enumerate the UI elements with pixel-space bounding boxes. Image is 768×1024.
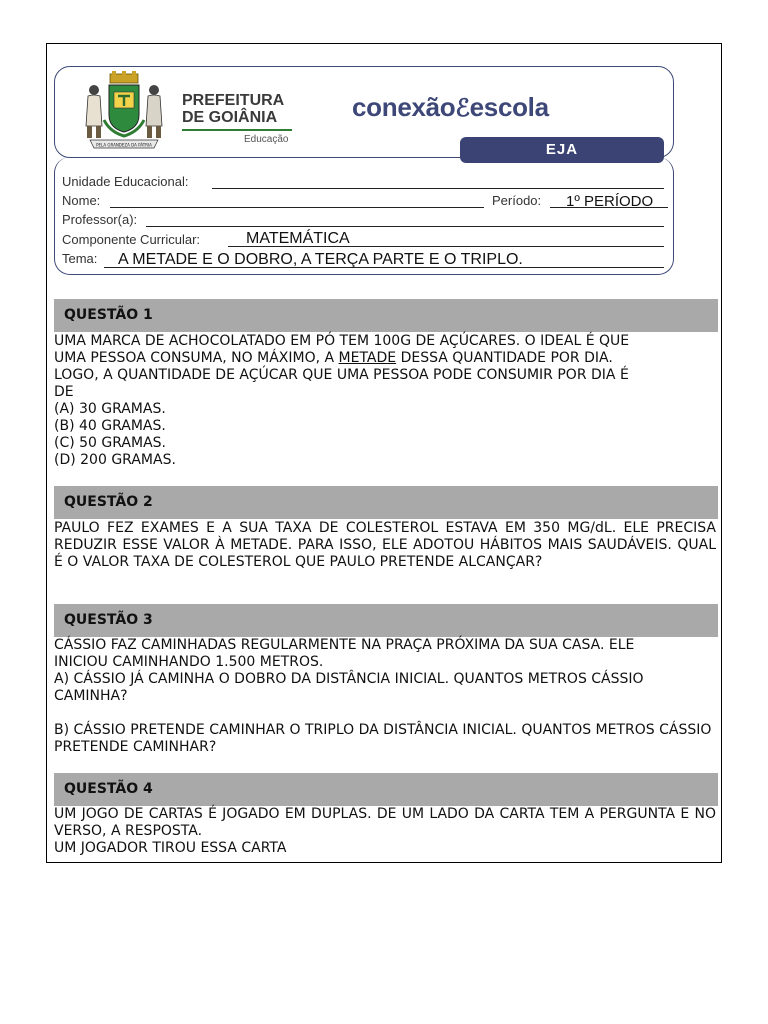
q1-line1: UMA MARCA DE ACHOCOLATADO EM PÓ TEM 100G DE AÇÚCARES. O IDEAL É QUE [54,333,630,349]
question-3-title: QUESTÃO 3 [64,612,153,628]
prefeitura-name [182,92,284,126]
periodo-label: Período: [492,193,542,208]
metade-underlined: METADE [338,350,397,366]
question-3-header [54,604,718,637]
question-4-body [54,806,716,857]
prefeitura-line2: DE GOIÂNIA [182,109,278,126]
question-2-title: QUESTÃO 2 [64,494,153,510]
crest-motto: PELA GRANDEZA DA PÁTRIA [96,142,152,148]
q1-line2: UMA PESSOA CONSUMA, NO MÁXIMO, A METADE DESSA QUANTIDADE POR DIA. [54,350,613,366]
q1-line4: DE [54,384,74,400]
nome-label: Nome: [62,193,101,208]
q3-line1: CÁSSIO FAZ CAMINHADAS REGULARMENTE NA PRAÇA PRÓXIMA DA SUA CASA. ELE [54,637,635,653]
componente-label: Componente Curricular: [62,232,201,247]
question-1-body [54,333,716,469]
q1-option-c[interactable]: (C) 50 GRAMAS. [54,435,166,451]
q1-option-d[interactable]: (D) 200 GRAMAS. [54,452,176,468]
question-2-body: PAULO FEZ EXAMES E A SUA TAXA DE COLESTEROL ESTAVA EM 350 MG/dL. ELE PRECISA REDUZIR ESSE VALOR À METADE. PARA ISSO, ELE ADOTOU HÁBITOS MAIS SAUDÁVEIS. QUAL É O VALOR TAXA DE COLESTEROL QUE PAULO PRETENDE ALCANÇAR? [54,520,716,570]
question-1-header [54,299,718,332]
nome-field[interactable] [110,207,484,208]
q3-part-a: A) CÁSSIO JÁ CAMINHA O DOBRO DA DISTÂNCIA INICIAL. QUANTOS METROS CÁSSIO CAMINHA? [54,671,644,704]
q1-option-b[interactable]: (B) 40 GRAMAS. [54,418,166,434]
conexao-escola-logo [352,92,549,123]
header-card [54,66,676,278]
chain-link-icon: ℰ [455,95,470,122]
q4-text: UM JOGO DE CARTAS É JOGADO EM DUPLAS. DE UM LADO DA CARTA TEM A PERGUNTA E NO VERSO, A RESPOSTA. [54,806,716,839]
periodo-value: 1º PERÍODO [566,193,654,210]
tema-value: A METADE E O DOBRO, A TERÇA PARTE E O TRIPLO. [118,251,523,268]
unidade-field[interactable] [212,188,664,189]
goiania-crest-icon [76,70,172,152]
header-divider [70,157,456,158]
professor-field[interactable] [146,226,664,227]
brand-right: escola [469,92,549,122]
unidade-label: Unidade Educacional: [62,174,189,189]
prefeitura-rule [182,129,292,131]
question-2-header [54,486,718,519]
question-1-title: QUESTÃO 1 [64,307,153,323]
question-3-body [54,637,716,756]
professor-label: Professor(a): [62,212,138,227]
tema-label: Tema: [62,251,98,266]
question-4-title: QUESTÃO 4 [64,781,153,797]
q3-line2: INICIOU CAMINHANDO 1.500 METROS. [54,654,324,670]
prefeitura-line1: PREFEITURA [182,92,285,109]
brand-left: conexão [352,92,456,122]
componente-value: MATEMÁTICA [246,230,350,247]
prefeitura-subtitle: Educação [244,134,289,145]
q3-part-b: B) CÁSSIO PRETENDE CAMINHAR O TRIPLO DA DISTÂNCIA INICIAL. QUANTOS METROS CÁSSIO PRETENDE CAMINHAR? [54,722,712,755]
q4-last-line: UM JOGADOR TIROU ESSA CARTA [54,840,287,856]
q1-line3: LOGO, A QUANTIDADE DE AÇÚCAR QUE UMA PESSOA PODE CONSUMIR POR DIA É [54,367,629,383]
question-4-header [54,773,718,806]
q3-spacer [54,705,716,722]
eja-tag: EJA [460,137,664,163]
q1-option-a[interactable]: (A) 30 GRAMAS. [54,401,166,417]
